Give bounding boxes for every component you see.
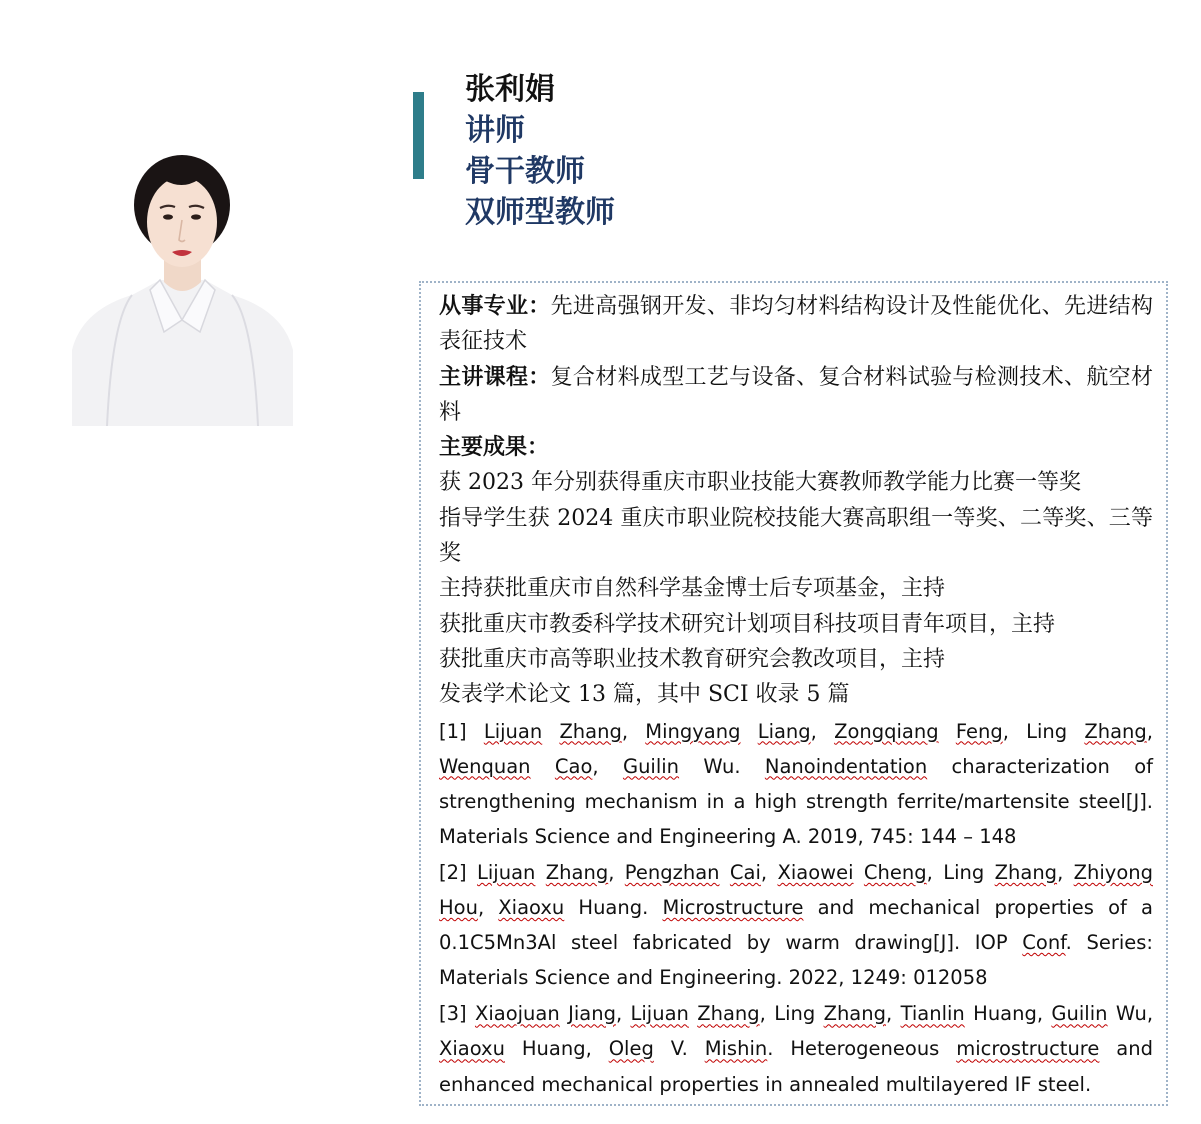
spellcheck-word: Zhang: [697, 1002, 760, 1026]
major-value: 先进高强钢开发、非均匀材料结构设计及性能优化、先进结构表征技术: [439, 294, 1153, 355]
reference-text: [1]: [439, 719, 484, 743]
reference-text: Huang,: [964, 1002, 1052, 1026]
reference-text: [740, 720, 757, 743]
spellcheck-word: Liang: [757, 719, 811, 743]
profile-header: [465, 70, 615, 233]
spellcheck-word: Cai: [729, 860, 761, 884]
reference-text: , Ling: [1002, 719, 1085, 743]
reference-text: [689, 1002, 697, 1025]
reference-text: [560, 1002, 568, 1025]
reference-text: ,: [760, 860, 778, 884]
reference-text: ,: [886, 1002, 901, 1026]
info-content: [439, 289, 1153, 1102]
reference-text: . Heterogeneous: [767, 1037, 957, 1061]
reference-text: Wu,: [1107, 1002, 1154, 1026]
spellcheck-word: Lijuan: [630, 1002, 689, 1026]
achievements-label: 主要成果：: [439, 434, 550, 461]
achievement-item: 发表学术论文 13 篇，其中 SCI 收录 5 篇: [439, 682, 850, 708]
achievement-item: 获批重庆市教委科学技术研究计划项目科技项目青年项目，主持: [439, 611, 1056, 637]
reference-text: V.: [653, 1037, 705, 1061]
reference-text: [542, 720, 559, 743]
spellcheck-word: Guilin: [622, 754, 680, 778]
reference-text: [531, 755, 555, 778]
courses-label: 主讲课程：: [439, 363, 551, 390]
reference-text: [939, 720, 956, 743]
reference-text: ,: [592, 754, 623, 778]
reference-item: [439, 714, 1153, 854]
portrait-image: [72, 150, 293, 426]
spellcheck-word: Xiaojuan: [474, 1002, 560, 1026]
spellcheck-word: Zhang: [823, 1002, 886, 1026]
teacher-name: 张利娟: [465, 72, 555, 107]
spellcheck-word: Conf: [1022, 931, 1066, 955]
reference-text: . Series: Materials Science and Engineering. 2022, 1249: 012058: [439, 931, 1154, 990]
spellcheck-word: Zhang: [545, 860, 609, 884]
spellcheck-word: Pengzhan: [624, 860, 720, 884]
spellcheck-word: microstructure: [956, 1037, 1100, 1061]
title-lecturer: 讲师: [465, 113, 525, 148]
spellcheck-word: Jiang: [568, 1002, 616, 1026]
spellcheck-word: Zhang: [994, 860, 1058, 884]
reference-item: [439, 996, 1153, 1101]
reference-text: Huang.: [564, 896, 663, 920]
reference-text: , Ling: [926, 860, 995, 884]
spellcheck-word: Mingyang: [645, 719, 741, 743]
spellcheck-word: Hou: [439, 896, 478, 920]
reference-text: [3]: [439, 1002, 475, 1026]
spellcheck-word: Xiaoxu: [439, 1037, 505, 1061]
spellcheck-word: Xiaowei: [777, 860, 854, 884]
spellcheck-word: Cheng: [863, 860, 927, 884]
profile-photo: [72, 150, 293, 426]
major-paragraph: [439, 289, 1153, 360]
reference-item: [439, 855, 1153, 995]
reference-text: ,: [1146, 719, 1153, 743]
info-box: [419, 281, 1168, 1106]
reference-text: ,: [477, 896, 499, 920]
reference-list: [439, 714, 1153, 1102]
spellcheck-word: Feng: [955, 719, 1003, 743]
reference-text: ,: [810, 719, 835, 743]
achievement-item: 指导学生获 2024 重庆市职业院校技能大赛高职组一等奖、二等奖、三等奖: [439, 505, 1153, 567]
spellcheck-word: Nanoindentation: [764, 754, 928, 778]
reference-text: , Ling: [759, 1002, 824, 1026]
courses-value: 复合材料成型工艺与设备、复合材料试验与检测技术、航空材料: [439, 364, 1153, 425]
reference-text: [854, 861, 864, 884]
achievement-item: 获批重庆市高等职业技术教育研究会教改项目，主持: [439, 646, 946, 672]
reference-text: [720, 861, 730, 884]
spellcheck-word: Zhiyong: [1073, 860, 1153, 884]
spellcheck-word: Wenquan: [439, 754, 531, 778]
reference-text: characterization of strengthening mechanism in a high strength ferrite/martensite steel[J]. Materials Science and Engineering A. 2019, 745: 144 – 148: [439, 754, 1154, 848]
spellcheck-word: Microstructure: [662, 896, 804, 920]
accent-bar: [413, 92, 424, 179]
achievement-item: 主持获批重庆市自然科学基金博士后专项基金，主持: [439, 576, 946, 602]
reference-text: [535, 861, 545, 884]
achievement-item: 获 2023 年分别获得重庆市职业技能大赛教师教学能力比赛一等奖: [439, 470, 1081, 496]
title-key-teacher: 骨干教师: [465, 154, 585, 189]
spellcheck-word: Cao: [554, 754, 593, 778]
spellcheck-word: Guilin: [1051, 1002, 1108, 1026]
spellcheck-word: Lijuan: [477, 860, 536, 884]
title-dual-qualified: 双师型教师: [465, 195, 615, 230]
spellcheck-word: Zhang: [1084, 719, 1147, 743]
courses-paragraph: [439, 360, 1153, 431]
spellcheck-word: Zhang: [559, 719, 622, 743]
reference-text: [2]: [439, 860, 478, 884]
reference-text: Wu.: [679, 754, 765, 778]
reference-text: and mechanical properties of a 0.1C5Mn3Al steel fabricated by warm drawing[J]. IOP: [439, 896, 1153, 955]
spellcheck-word: Lijuan: [483, 719, 543, 743]
spellcheck-word: Zongqiang: [834, 719, 939, 743]
major-label: 从事专业：: [439, 293, 551, 319]
spellcheck-word: Tianlin: [900, 1002, 965, 1026]
reference-text: Huang,: [504, 1037, 609, 1061]
reference-text: ,: [608, 860, 625, 884]
reference-text: ,: [621, 719, 646, 743]
spellcheck-word: Oleg: [608, 1037, 654, 1061]
reference-text: ,: [615, 1002, 631, 1026]
reference-text: ,: [1057, 860, 1074, 884]
spellcheck-word: Xiaoxu: [498, 896, 565, 920]
spellcheck-word: Mishin: [704, 1037, 768, 1061]
reference-text: and enhanced mechanical properties in annealed multilayered IF steel.: [439, 1037, 1153, 1096]
